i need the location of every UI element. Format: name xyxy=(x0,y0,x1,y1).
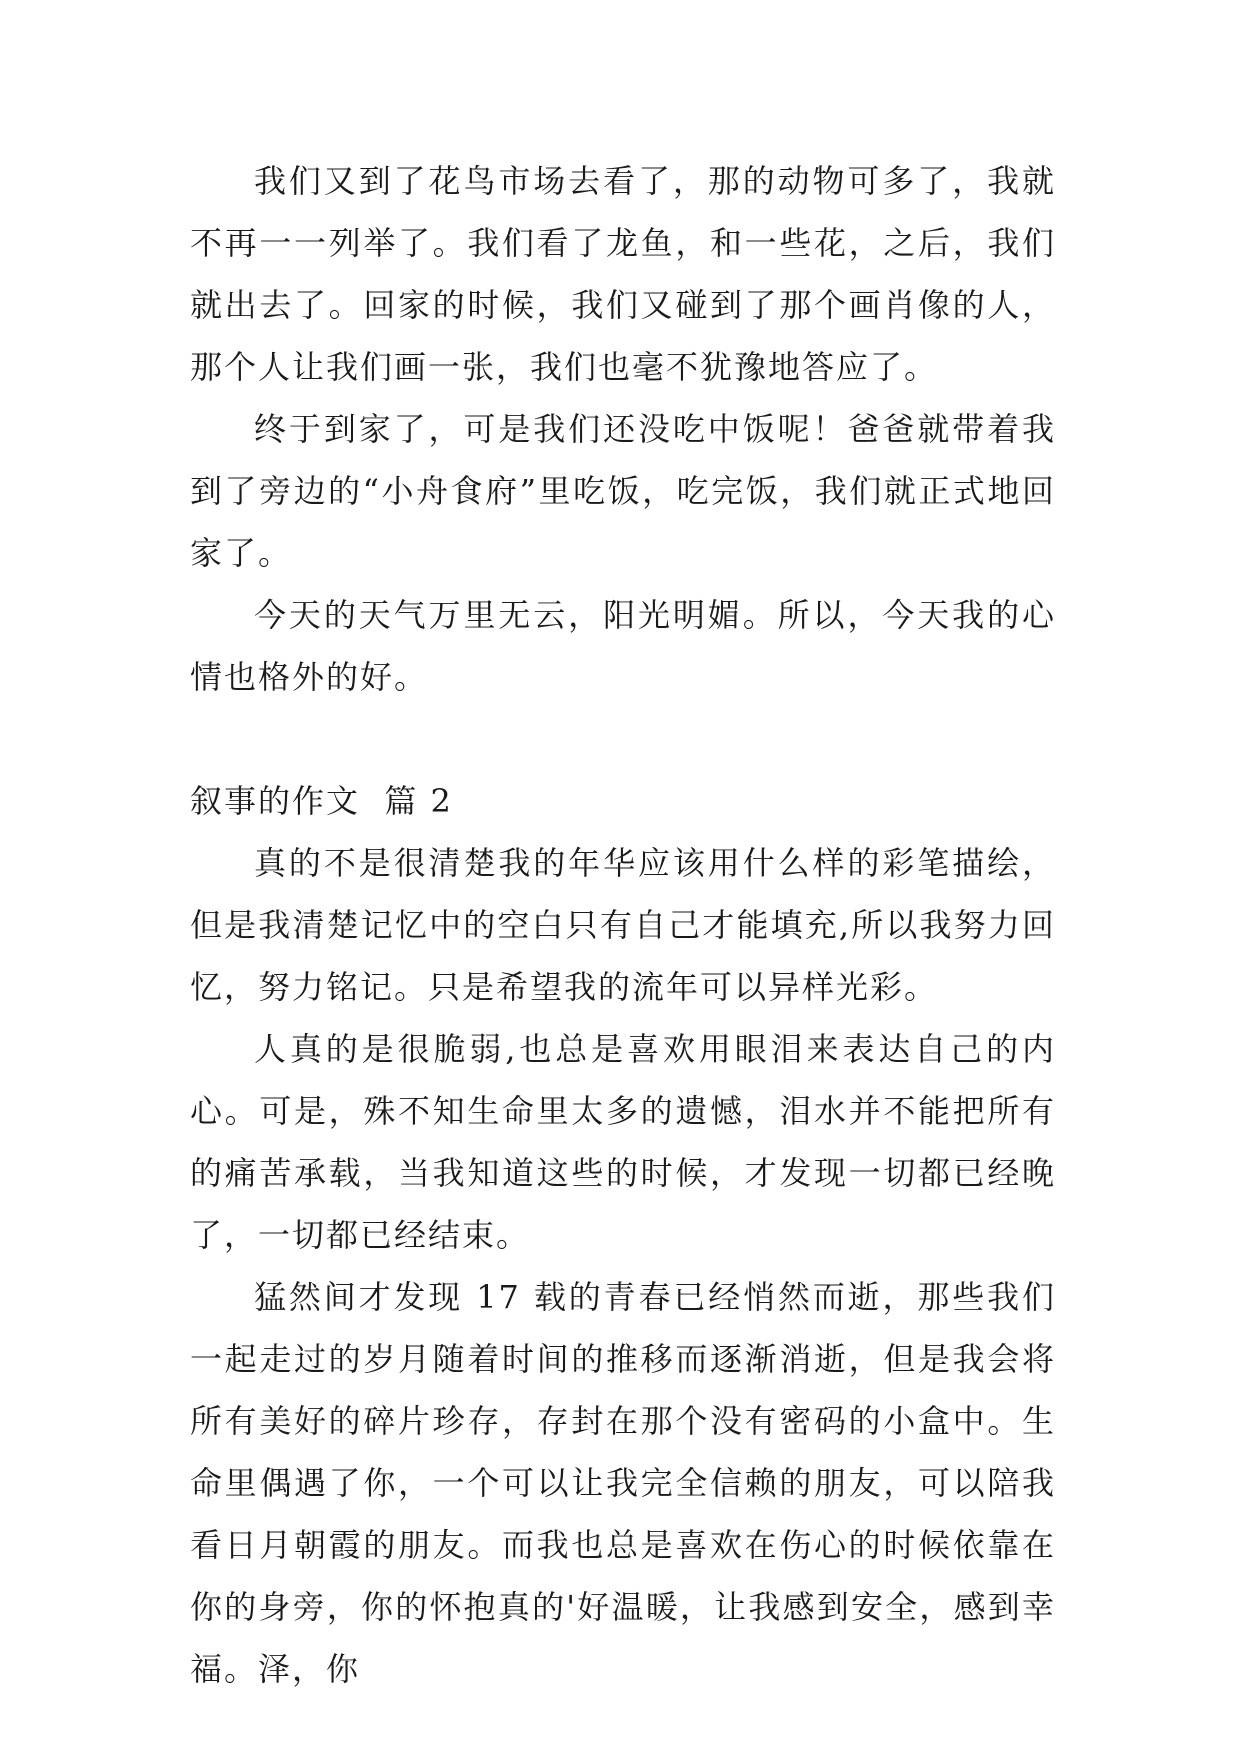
paragraph: 我们又到了花鸟市场去看了，那的动物可多了，我就不再一一列举了。我们看了龙鱼，和一些花，之后，我们就出去了。回家的时候，我们又碰到了那个画肖像的人，那个人让我们画一张，我们也毫不犹豫地答应了。 xyxy=(190,162,1056,386)
paragraph: 猛然间才发现 17 载的青春已经悄然而逝，那些我们一起走过的岁月随着时间的推移而逐渐消逝，但是我会将所有美好的碎片珍存，存封在那个没有密码的小盒中。生命里偶遇了你，一个可以让我完全信赖的朋友，可以陪我看日月朝霞的朋友。而我也总是喜欢在伤心的时候依靠在你的身旁，你的怀抱真的'好温暖，让我感到安全，感到幸福。泽，你 xyxy=(190,1278,1056,1688)
paragraph: 终于到家了，可是我们还没吃中饭呢！爸爸就带着我到了旁边的“小舟食府”里吃饭，吃完饭，我们就正式地回家了。 xyxy=(190,410,1056,572)
paragraph: 今天的天气万里无云，阳光明媚。所以，今天我的心情也格外的好。 xyxy=(190,596,1056,696)
document-page xyxy=(190,150,1056,1700)
paragraph: 真的不是很清楚我的年华应该用什么样的彩笔描绘，但是我清楚记忆中的空白只有自己才能填充,所以我努力回忆，努力铭记。只是希望我的流年可以异样光彩。 xyxy=(190,844,1056,1006)
section-heading: 叙事的作文 篇 2 xyxy=(190,782,453,820)
paragraph: 人真的是很脆弱,也总是喜欢用眼泪来表达自己的内心。可是，殊不知生命里太多的遗憾，泪水并不能把所有的痛苦承载，当我知道这些的时候，才发现一切都已经晚了，一切都已经结束。 xyxy=(190,1030,1056,1254)
